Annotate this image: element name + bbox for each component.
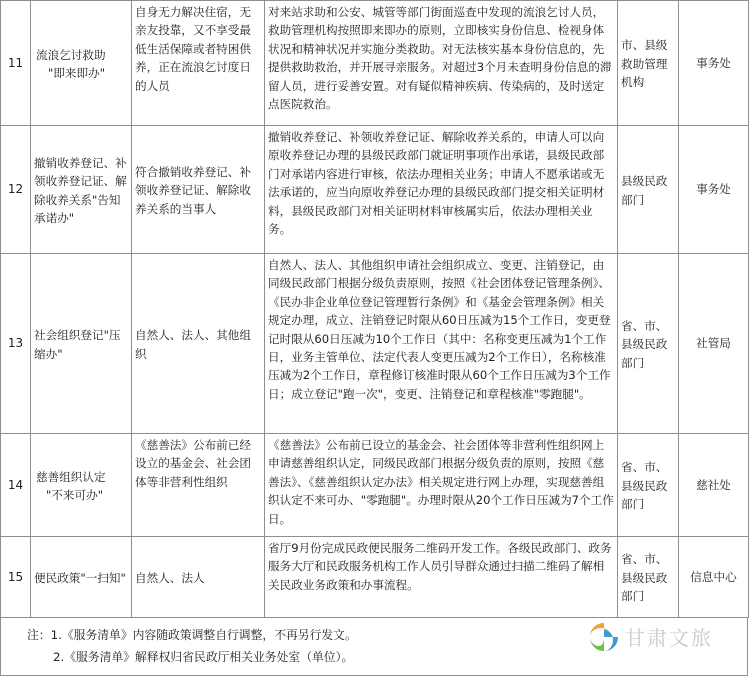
watermark-logo [585,618,745,658]
table-row [1,126,749,254]
service-content: 自然人、法人、其他组织申请社会组织成立、变更、注销登记，由同级民政部门根据分级负责原则，按照《社会团体登记管理条例》、《民办非企业单位登记管理暂行条例》和《基金会管理条例》相关规定办理，成立、注销登记时限从60日压减为15个工作日，变更登记时限从60日压减为10个工作日（其中：名称变更压减为1个工作日，业务主管单位、法定代表人变更压减为2个工作日），名称核准压减为2个工作日，章程修订核准时限从60个工作日压减为3个工作日；成立登记"跑一次"，变更、注销登记和章程核准"零跑腿"。 [265,254,618,434]
table-row [1,254,749,434]
service-name: 便民政策"一扫知" [31,537,132,618]
service-content: 对来站求助和公安、城管等部门街面巡查中发现的流浪乞讨人员，救助管理机构按照即来即办的原则，立即核实身份信息、检视身体状况和精神状况并实施分类救助。对无法核实基本身份信息的，先提供救助救治，并开展寻亲服务。对超过3个月未查明身份信息的滞留人员，进行妥善安置。对有疑似精神疾病、传染病的，及时送定点医院救治。 [265,1,618,126]
watermark-text: 甘肃文旅 [625,626,713,650]
row-number: 12 [1,126,31,254]
swirl-logo-icon [587,620,621,654]
row-number: 13 [1,254,31,434]
service-content: 省厅9月份完成民政便民服务二维码开发工作。各级民政部门、政务服务大厅和民政服务机构工作人员引导群众通过扫描二维码了解相关民政业务政策和办事流程。 [265,537,618,618]
footnote-1: 注：1.《服务清单》内容随政策调整自行调整，不再另行发文。 [27,628,357,642]
row-number: 14 [1,434,31,537]
service-target: 符合撤销收养登记、补领收养登记证、解除收养关系的当事人 [132,126,265,254]
service-target: 《慈善法》公布前已经设立的基金会、社会团体等非营利性组织 [132,434,265,537]
table-row [1,537,749,618]
responsible-dept: 事务处 [679,1,749,126]
table-row [1,1,749,126]
service-content: 撤销收养登记、补领收养登记证、解除收养关系的，申请人可以向原收养登记办理的县级民政部门就证明事项作出承诺，县级民政部门对承诺内容进行审核，依法办理相关业务；申请人不愿承诺或无法承诺的，应当向原收养登记办理的县级民政部门提交相关证明材料，县级民政部门对相关证明材料审核属实后，依法办理相关业务。 [265,126,618,254]
table-row [1,434,749,537]
responsible-dept: 社管局 [679,254,749,434]
service-target: 自然人、法人、其他组织 [132,254,265,434]
row-number: 15 [1,537,31,618]
service-level: 省、市、县级民政部门 [618,537,679,618]
service-name: 社会组织登记"压缩办" [31,254,132,434]
service-level: 省、市、县级民政部门 [618,434,679,537]
service-name: 慈善组织认定 "不来可办" [31,434,132,537]
responsible-dept: 慈社处 [679,434,749,537]
service-name: 撤销收养登记、补领收养登记证、解除收养关系"告知承诺办" [31,126,132,254]
service-target: 自然人、法人 [132,537,265,618]
service-name: 流浪乞讨救助 "即来即办" [31,1,132,126]
service-level: 省、市、县级民政部门 [618,254,679,434]
service-target: 自身无力解决住宿，无亲友投靠，又不享受最低生活保障或者特困供养，正在流浪乞讨度日的人员 [132,1,265,126]
service-level: 县级民政部门 [618,126,679,254]
footnote-2: 2.《服务清单》解释权归省民政厅相关业务处室（单位）。 [53,650,354,664]
responsible-dept: 信息中心 [679,537,749,618]
service-level: 市、县级救助管理机构 [618,1,679,126]
service-content: 《慈善法》公布前已设立的基金会、社会团体等非营利性组织网上申请慈善组织认定，同级民政部门根据分级负责的原则，按照《慈善法》、《慈善组织认定办法》相关规定进行网上办理，实现慈善组织认定不来可办、"零跑腿"。办理时限从20个工作日压减为7个工作日。 [265,434,618,537]
responsible-dept: 事务处 [679,126,749,254]
row-number: 11 [1,1,31,126]
